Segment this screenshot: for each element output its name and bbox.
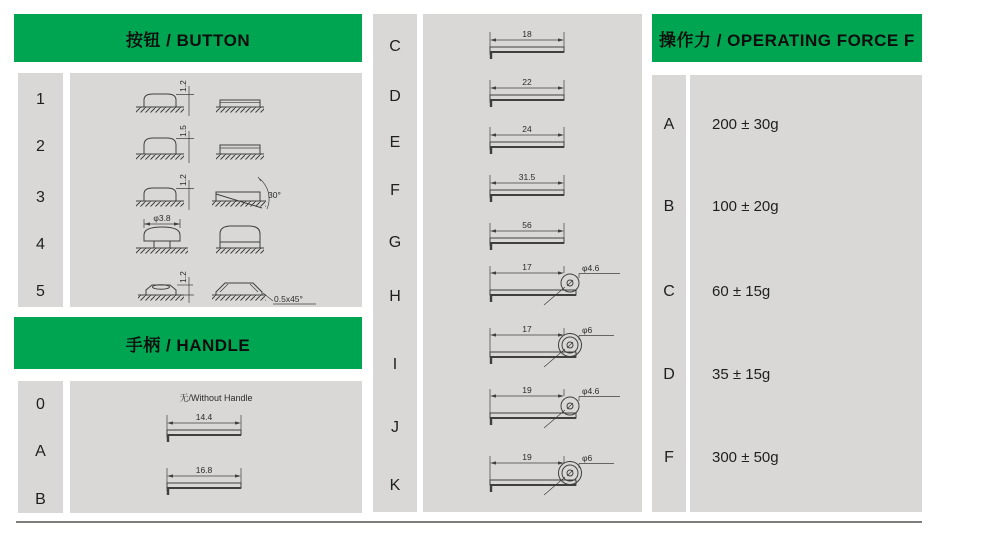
button-5-profile-diagram — [70, 261, 362, 308]
roller-dia-label: φ4.6 — [582, 386, 600, 396]
button-diagram-panel — [70, 73, 362, 307]
handle-row-label-A: A — [35, 443, 46, 460]
length-label: 22 — [522, 77, 532, 87]
lever-row-label-strip — [373, 14, 417, 512]
angle-label: 30° — [268, 190, 281, 200]
handle-A-lever-diagram — [157, 411, 247, 445]
force-row-label-F: F — [664, 449, 674, 466]
length-label: 19 — [522, 385, 532, 395]
lever-row-label-D: D — [389, 88, 401, 105]
lever-row-label-I: I — [392, 356, 398, 373]
handle-row-label-0: 0 — [36, 396, 45, 413]
lever-J-roller-diagram — [480, 385, 630, 431]
button-4-profile-diagram — [70, 214, 362, 261]
roller-dia-label: φ6 — [582, 325, 593, 335]
lever-row-label-F: F — [390, 182, 400, 199]
button-row-label-2: 2 — [36, 138, 45, 155]
force-row-label-B: B — [663, 198, 675, 215]
lever-G-diagram — [480, 219, 570, 253]
length-label: 19 — [522, 452, 532, 462]
without-handle-note: 无/Without Handle — [179, 393, 253, 403]
lever-row-label-K: K — [389, 477, 401, 494]
lever-row-label-E: E — [389, 134, 401, 151]
handle-section-title: 手柄 / HANDLE — [125, 335, 251, 355]
length-label: 31.5 — [518, 172, 536, 182]
button-section-title: 按钮 / BUTTON — [125, 30, 251, 50]
handle-section-banner — [14, 317, 362, 369]
dim-label: 1.2 — [178, 174, 188, 186]
lever-I-roller-diagram — [480, 324, 630, 370]
button-3-profile-diagram — [70, 167, 362, 214]
lever-H-roller-diagram — [480, 262, 630, 308]
force-row-label-strip — [652, 75, 686, 512]
length-label: 14.4 — [195, 412, 213, 422]
lever-diagram-panel — [423, 14, 642, 512]
dim-label: φ3.8 — [153, 213, 171, 223]
roller-dia-label: φ6 — [582, 453, 593, 463]
bottom-divider — [16, 521, 922, 523]
force-row-label-C: C — [663, 283, 675, 300]
force-value-B: 100 ± 20g — [712, 198, 779, 215]
button-1-profile-diagram — [70, 73, 362, 120]
lever-E-diagram — [480, 123, 570, 157]
force-section-banner — [652, 14, 922, 62]
length-label: 24 — [522, 124, 532, 134]
lever-row-label-C: C — [389, 38, 401, 55]
dim-label: 1.2 — [178, 271, 188, 283]
lever-F-diagram — [480, 171, 570, 205]
lever-D-diagram — [480, 76, 570, 110]
handle-diagram-panel — [70, 381, 362, 513]
button-row-label-4: 4 — [36, 236, 45, 253]
handle-row-label-strip — [18, 381, 63, 513]
handle-row-label-B: B — [35, 491, 46, 508]
button-row-label-1: 1 — [36, 91, 45, 108]
chamfer-label: 0.5x45° — [274, 294, 303, 304]
force-value-A: 200 ± 30g — [712, 116, 779, 133]
length-label: 18 — [522, 29, 532, 39]
force-value-F: 300 ± 50g — [712, 449, 779, 466]
lever-row-label-J: J — [391, 419, 399, 436]
lever-K-roller-diagram — [480, 452, 630, 498]
button-section-banner — [14, 14, 362, 62]
length-label: 17 — [522, 324, 532, 334]
length-label: 17 — [522, 262, 532, 272]
dim-label: 1.5 — [178, 125, 188, 137]
force-row-label-D: D — [663, 366, 675, 383]
lever-C-diagram — [480, 28, 570, 62]
button-row-label-3: 3 — [36, 189, 45, 206]
length-label: 16.8 — [195, 465, 213, 475]
force-value-C: 60 ± 15g — [712, 283, 771, 300]
button-row-label-strip — [18, 73, 63, 307]
lever-row-label-H: H — [389, 288, 401, 305]
handle-B-lever-diagram — [157, 464, 247, 498]
roller-dia-label: φ4.6 — [582, 263, 600, 273]
force-section-title: 操作力 / OPERATING FORCE F — [659, 30, 915, 50]
dim-label: 1.2 — [178, 80, 188, 92]
force-value-panel — [690, 75, 922, 512]
button-row-label-5: 5 — [36, 283, 45, 300]
length-label: 56 — [522, 220, 532, 230]
button-2-profile-diagram — [70, 120, 362, 167]
force-value-D: 35 ± 15g — [712, 366, 771, 383]
force-row-label-A: A — [663, 116, 675, 133]
lever-row-label-G: G — [388, 234, 402, 251]
